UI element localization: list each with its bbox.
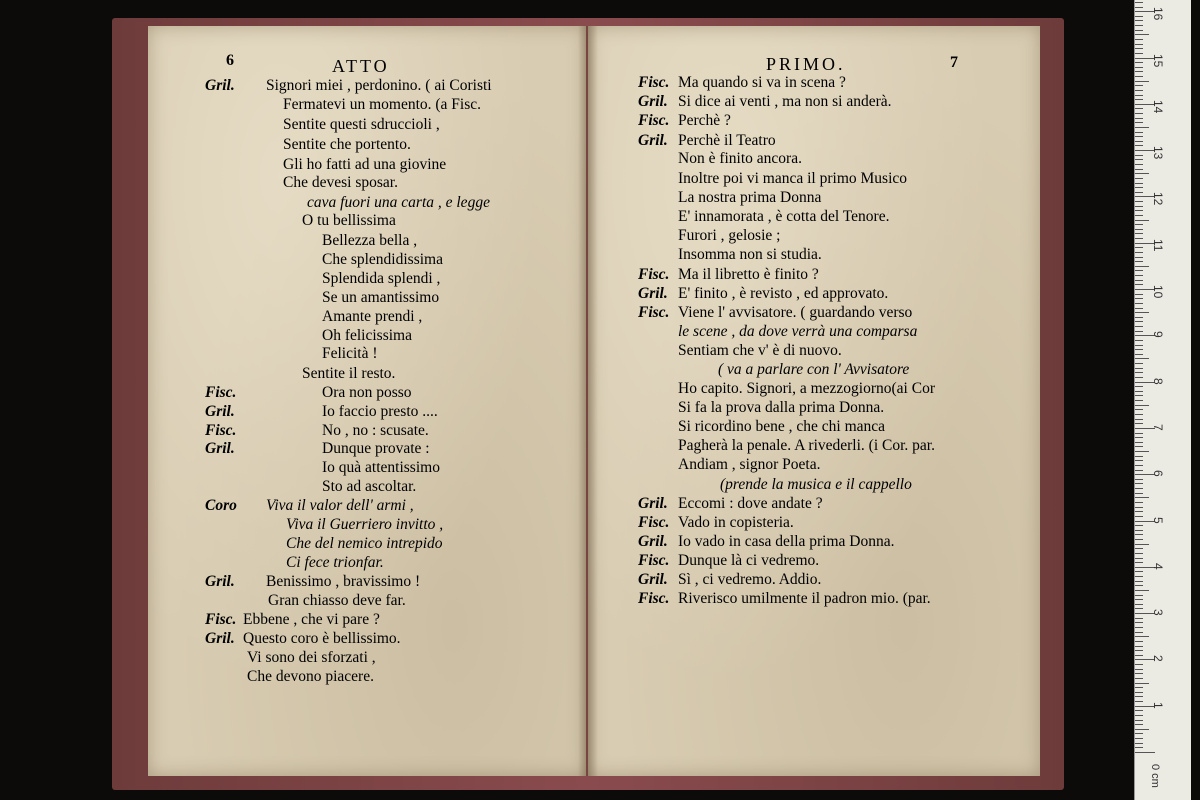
text-line: Questo coro è bellissimo. [243, 630, 401, 647]
text-line: Insomma non si studia. [678, 246, 822, 263]
ruler-tick [1135, 220, 1149, 221]
ruler-number: 10 [1151, 285, 1165, 299]
text-line: Si ricordino bene , che chi manca [678, 418, 886, 435]
text-line: Si fa la prova dalla prima Donna. [678, 399, 885, 416]
ruler-number: 11 [1151, 238, 1165, 252]
ruler-tick [1135, 312, 1149, 313]
text-line: Ora non posso [322, 384, 412, 401]
ruler-tick [1135, 229, 1143, 230]
ruler-tick [1135, 192, 1143, 193]
ruler-tick [1135, 145, 1143, 146]
ruler-tick [1135, 108, 1143, 109]
ruler-tick [1135, 391, 1143, 392]
ruler-tick [1135, 275, 1143, 276]
text-line: Eccomi : dove andate ? [678, 495, 823, 512]
text-line: le scene , da dove verrà una comparsa [678, 323, 918, 340]
ruler-tick [1135, 488, 1143, 489]
ruler-tick [1135, 678, 1143, 679]
ruler-tick [1135, 85, 1143, 86]
speaker-label: Gril. [205, 630, 235, 647]
ruler-tick [1135, 669, 1143, 670]
speaker-label: Gril. [638, 93, 668, 110]
ruler-tick [1135, 233, 1143, 234]
ruler-tick [1135, 252, 1143, 253]
ruler-number: 16 [1151, 7, 1165, 21]
ruler-tick [1135, 39, 1143, 40]
ruler-tick [1135, 720, 1143, 721]
speaker-label: Gril. [638, 533, 668, 550]
ruler-tick [1135, 155, 1143, 156]
ruler-tick [1135, 169, 1143, 170]
ruler-tick [1135, 30, 1143, 31]
ruler-tick [1135, 456, 1143, 457]
ruler-tick [1135, 548, 1143, 549]
ruler-tick [1135, 696, 1143, 697]
speaker-label: Gril. [205, 77, 235, 94]
ruler-tick [1135, 215, 1143, 216]
speaker-label: Fisc. [638, 74, 670, 91]
ruler-tick [1135, 127, 1149, 128]
text-line: Inoltre poi vi manca il primo Musico [678, 170, 908, 187]
ruler-tick [1135, 544, 1149, 545]
text-line: Perchè ? [678, 112, 731, 129]
ruler-tick [1135, 187, 1143, 188]
text-line: Viene l' avvisatore. ( guardando verso [678, 304, 913, 321]
ruler-tick [1135, 340, 1143, 341]
ruler-tick [1135, 539, 1143, 540]
ruler-tick [1135, 178, 1143, 179]
ruler-tick [1135, 655, 1143, 656]
ruler-number: 7 [1151, 423, 1165, 431]
ruler-tick [1135, 395, 1143, 396]
ruler-tick [1135, 664, 1143, 665]
ruler-tick [1135, 201, 1143, 202]
text-line: Vi sono dei sforzati , [247, 649, 376, 666]
ruler-tick [1135, 479, 1143, 480]
text-line: Io quà attentissimo [322, 459, 440, 476]
ruler-tick [1135, 159, 1143, 160]
left-page-number: 6 [226, 52, 234, 69]
speaker-label: Fisc. [638, 304, 670, 321]
text-line: Perchè il Teatro [678, 132, 776, 149]
text-line: Furori , gelosie ; [678, 227, 781, 244]
ruler-tick [1135, 62, 1143, 63]
ruler-tick [1135, 743, 1143, 744]
text-line: La nostra prima Donna [678, 189, 822, 206]
ruler-tick [1135, 715, 1143, 716]
text-line: Sto ad ascoltar. [322, 478, 417, 495]
ruler-tick [1135, 650, 1143, 651]
ruler-tick [1135, 81, 1149, 82]
ruler-tick [1135, 298, 1143, 299]
text-line: E' finito , è revisto , ed approvato. [678, 285, 889, 302]
ruler-tick [1135, 326, 1143, 327]
ruler-tick [1135, 446, 1143, 447]
ruler-tick [1135, 747, 1143, 748]
ruler-tick [1135, 261, 1143, 262]
ruler-tick [1135, 377, 1143, 378]
ruler-number: 14 [1151, 99, 1165, 114]
text-line: Andiam , signor Poeta. [678, 456, 821, 473]
speaker-label: Gril. [638, 571, 668, 588]
text-line: Sentite che portento. [283, 136, 411, 153]
ruler-tick [1135, 266, 1149, 267]
ruler-tick [1135, 257, 1143, 258]
ruler-tick [1135, 409, 1143, 410]
ruler-tick [1135, 2, 1143, 3]
text-line: Ebbene , che vi pare ? [243, 611, 380, 628]
ruler-tick [1135, 122, 1143, 123]
ruler-tick [1135, 303, 1143, 304]
ruler-tick [1135, 525, 1143, 526]
speaker-label: Gril. [205, 403, 235, 420]
speaker-label: Fisc. [638, 266, 670, 283]
text-line: Che splendidissima [322, 251, 443, 268]
ruler-tick [1135, 451, 1149, 452]
ruler-tick [1135, 372, 1143, 373]
ruler-tick [1135, 687, 1143, 688]
left-page-header: ATTO [332, 56, 390, 76]
ruler-tick [1135, 752, 1155, 753]
ruler-tick [1135, 349, 1143, 350]
ruler-number: 3 [1151, 609, 1165, 616]
text-line: Sì , ci vedremo. Addio. [678, 571, 822, 588]
ruler-tick [1135, 497, 1149, 498]
text-line: Dunque provate : [322, 440, 430, 457]
ruler-tick [1135, 627, 1143, 628]
ruler-tick [1135, 729, 1149, 730]
speaker-label: Fisc. [638, 590, 670, 607]
ruler-tick [1135, 90, 1143, 91]
text-line: Che devono piacere. [247, 668, 374, 685]
text-line: Benissimo , bravissimo ! [266, 573, 421, 590]
text-line: Ma quando si va in scena ? [678, 74, 846, 91]
ruler-tick [1135, 701, 1143, 702]
ruler-tick [1135, 132, 1143, 133]
ruler-tick [1135, 136, 1143, 137]
ruler-tick [1135, 590, 1149, 591]
ruler-tick [1135, 470, 1143, 471]
text-line: ( va a parlare con l' Avvisatore [718, 361, 910, 378]
ruler-tick [1135, 433, 1143, 434]
text-line: Oh felicissima [322, 327, 412, 344]
ruler-tick [1135, 25, 1143, 26]
ruler-tick [1135, 354, 1143, 355]
ruler-number: 2 [1151, 655, 1165, 663]
ruler-tick [1135, 44, 1143, 45]
ruler-tick [1135, 76, 1143, 77]
text-line: (prende la musica e il cappello [720, 476, 912, 493]
speaker-label: Fisc. [638, 112, 670, 129]
text-line: cava fuori una carta , e legge [307, 194, 490, 211]
ruler-tick [1135, 511, 1143, 512]
ruler-tick [1135, 405, 1149, 406]
right-page-header: PRIMO. [766, 54, 846, 74]
speaker-label: Gril. [638, 495, 668, 512]
ruler-tick [1135, 558, 1143, 559]
ruler-tick [1135, 183, 1143, 184]
ruler-tick [1135, 331, 1143, 332]
ruler-tick [1135, 502, 1143, 503]
ruler-tick [1135, 733, 1143, 734]
text-line: E' innamorata , è cotta del Tenore. [678, 208, 890, 225]
ruler-tick [1135, 483, 1143, 484]
text-line: Gli ho fatti ad una giovine [283, 156, 447, 173]
text-line: Riverisco umilmente il padron mio. (par. [678, 590, 931, 607]
ruler-number: 8 [1151, 377, 1165, 385]
ruler-number: 1 [1151, 701, 1165, 709]
ruler-tick [1135, 95, 1143, 96]
ruler-tick [1135, 608, 1143, 609]
ruler-tick [1135, 210, 1143, 211]
text-line: Bellezza bella , [322, 232, 418, 249]
ruler-tick [1135, 284, 1143, 285]
ruler-tick [1135, 692, 1143, 693]
ruler-number: 6 [1151, 470, 1165, 477]
text-line: Pagherà la penale. A rivederli. (i Cor. par. [678, 437, 935, 454]
ruler-tick [1135, 99, 1143, 100]
ruler-tick [1135, 460, 1143, 461]
ruler-tick [1135, 345, 1143, 346]
ruler-tick [1135, 173, 1149, 174]
speaker-label: Gril. [205, 440, 235, 457]
ruler-tick [1135, 553, 1143, 554]
ruler-tick [1135, 465, 1143, 466]
book-gutter [578, 26, 598, 776]
ruler-tick [1135, 71, 1143, 72]
ruler-tick [1135, 67, 1143, 68]
text-line: Gran chiasso deve far. [268, 592, 406, 609]
speaker-label: Gril. [205, 573, 235, 590]
text-line: Viva il valor dell' armi , [266, 497, 414, 514]
text-line: Splendida splendi , [322, 270, 441, 287]
text-line: Sentite questi sdruccioli , [283, 116, 440, 133]
ruler-tick [1135, 618, 1143, 619]
text-line: Non è finito ancora. [678, 150, 802, 167]
ruler-tick [1135, 224, 1143, 225]
ruler-tick [1135, 358, 1149, 359]
ruler-unit-label: 0 cm [1149, 764, 1161, 788]
ruler-tick [1135, 534, 1143, 535]
ruler-tick [1135, 632, 1143, 633]
ruler-tick [1135, 641, 1143, 642]
text-line: Signori miei , perdonino. ( ai Coristi [266, 77, 492, 94]
ruler-tick [1135, 710, 1143, 711]
ruler-tick [1135, 247, 1143, 248]
ruler-tick [1135, 16, 1143, 17]
ruler-tick [1135, 368, 1143, 369]
ruler-tick [1135, 53, 1143, 54]
ruler-number: 9 [1151, 331, 1165, 338]
ruler-tick [1135, 516, 1143, 517]
text-line: Che del nemico intrepido [286, 535, 443, 552]
ruler-tick [1135, 414, 1143, 415]
ruler-tick [1135, 308, 1143, 309]
ruler-tick [1135, 363, 1143, 364]
ruler-number: 12 [1151, 192, 1165, 206]
measuring-ruler [1134, 0, 1191, 800]
text-line: Io vado in casa della prima Donna. [678, 533, 895, 550]
ruler-tick [1135, 622, 1143, 623]
ruler-tick [1135, 595, 1143, 596]
ruler-tick [1135, 585, 1143, 586]
text-line: Sentiam che v' è di nuovo. [678, 342, 842, 359]
ruler-tick [1135, 636, 1149, 637]
speaker-label: Fisc. [205, 422, 237, 439]
ruler-tick [1135, 646, 1143, 647]
ruler-tick [1135, 571, 1143, 572]
ruler-tick [1135, 419, 1143, 420]
text-line: Felicità ! [322, 345, 378, 362]
ruler-tick [1135, 442, 1143, 443]
speaker-label: Fisc. [205, 611, 237, 628]
speaker-label: Fisc. [638, 514, 670, 531]
ruler-tick [1135, 724, 1143, 725]
ruler-number: 5 [1151, 516, 1165, 524]
text-line: Che devesi sposar. [283, 174, 398, 191]
text-line: Fermatevi un momento. (a Fisc. [283, 96, 482, 113]
text-line: Vado in copisteria. [678, 514, 794, 531]
text-line: Viva il Guerriero invitto , [286, 516, 444, 533]
ruler-tick [1135, 7, 1143, 8]
ruler-tick [1135, 270, 1143, 271]
text-line: Si dice ai venti , ma non si anderà. [678, 93, 892, 110]
ruler-tick [1135, 683, 1149, 684]
ruler-tick [1135, 321, 1143, 322]
ruler-tick [1135, 437, 1143, 438]
ruler-tick [1135, 581, 1143, 582]
ruler-tick [1135, 562, 1143, 563]
ruler-tick [1135, 599, 1143, 600]
ruler-tick [1135, 20, 1143, 21]
ruler-tick [1135, 34, 1149, 35]
ruler-tick [1135, 48, 1143, 49]
ruler-tick [1135, 507, 1143, 508]
ruler-tick [1135, 280, 1143, 281]
ruler-tick [1135, 118, 1143, 119]
text-line: Ho capito. Signori, a mezzogiorno(ai Cor [678, 380, 935, 397]
ruler-tick [1135, 530, 1143, 531]
ruler-tick [1135, 294, 1143, 295]
ruler-tick [1135, 423, 1143, 424]
text-line: Io faccio presto .... [322, 403, 438, 420]
speaker-label: Fisc. [638, 552, 670, 569]
text-line: Se un amantissimo [322, 289, 440, 306]
speaker-label: Coro [205, 497, 237, 514]
ruler-tick [1135, 238, 1143, 239]
ruler-number: 4 [1151, 562, 1165, 570]
ruler-tick [1135, 206, 1143, 207]
ruler-tick [1135, 673, 1143, 674]
text-line: Ci fece trionfar. [286, 554, 384, 571]
ruler-tick [1135, 386, 1143, 387]
ruler-tick [1135, 164, 1143, 165]
ruler-tick [1135, 576, 1143, 577]
right-page-number: 7 [950, 54, 958, 71]
ruler-tick [1135, 604, 1143, 605]
text-line: Amante prendi , [322, 308, 423, 325]
ruler-tick [1135, 493, 1143, 494]
text-line: Ma il libretto è finito ? [678, 266, 819, 283]
speaker-label: Fisc. [205, 384, 237, 401]
speaker-label: Gril. [638, 132, 668, 149]
text-line: No , no : scusate. [322, 422, 429, 439]
speaker-label: Gril. [638, 285, 668, 302]
ruler-tick [1135, 141, 1143, 142]
ruler-number: 13 [1151, 146, 1165, 160]
ruler-number: 15 [1151, 53, 1165, 67]
text-line: O tu bellissima [302, 212, 396, 229]
ruler-tick [1135, 317, 1143, 318]
ruler-tick [1135, 113, 1143, 114]
ruler-tick [1135, 738, 1143, 739]
ruler-tick [1135, 400, 1143, 401]
text-line: Sentite il resto. [302, 365, 396, 382]
text-line: Dunque là ci vedremo. [678, 552, 820, 569]
